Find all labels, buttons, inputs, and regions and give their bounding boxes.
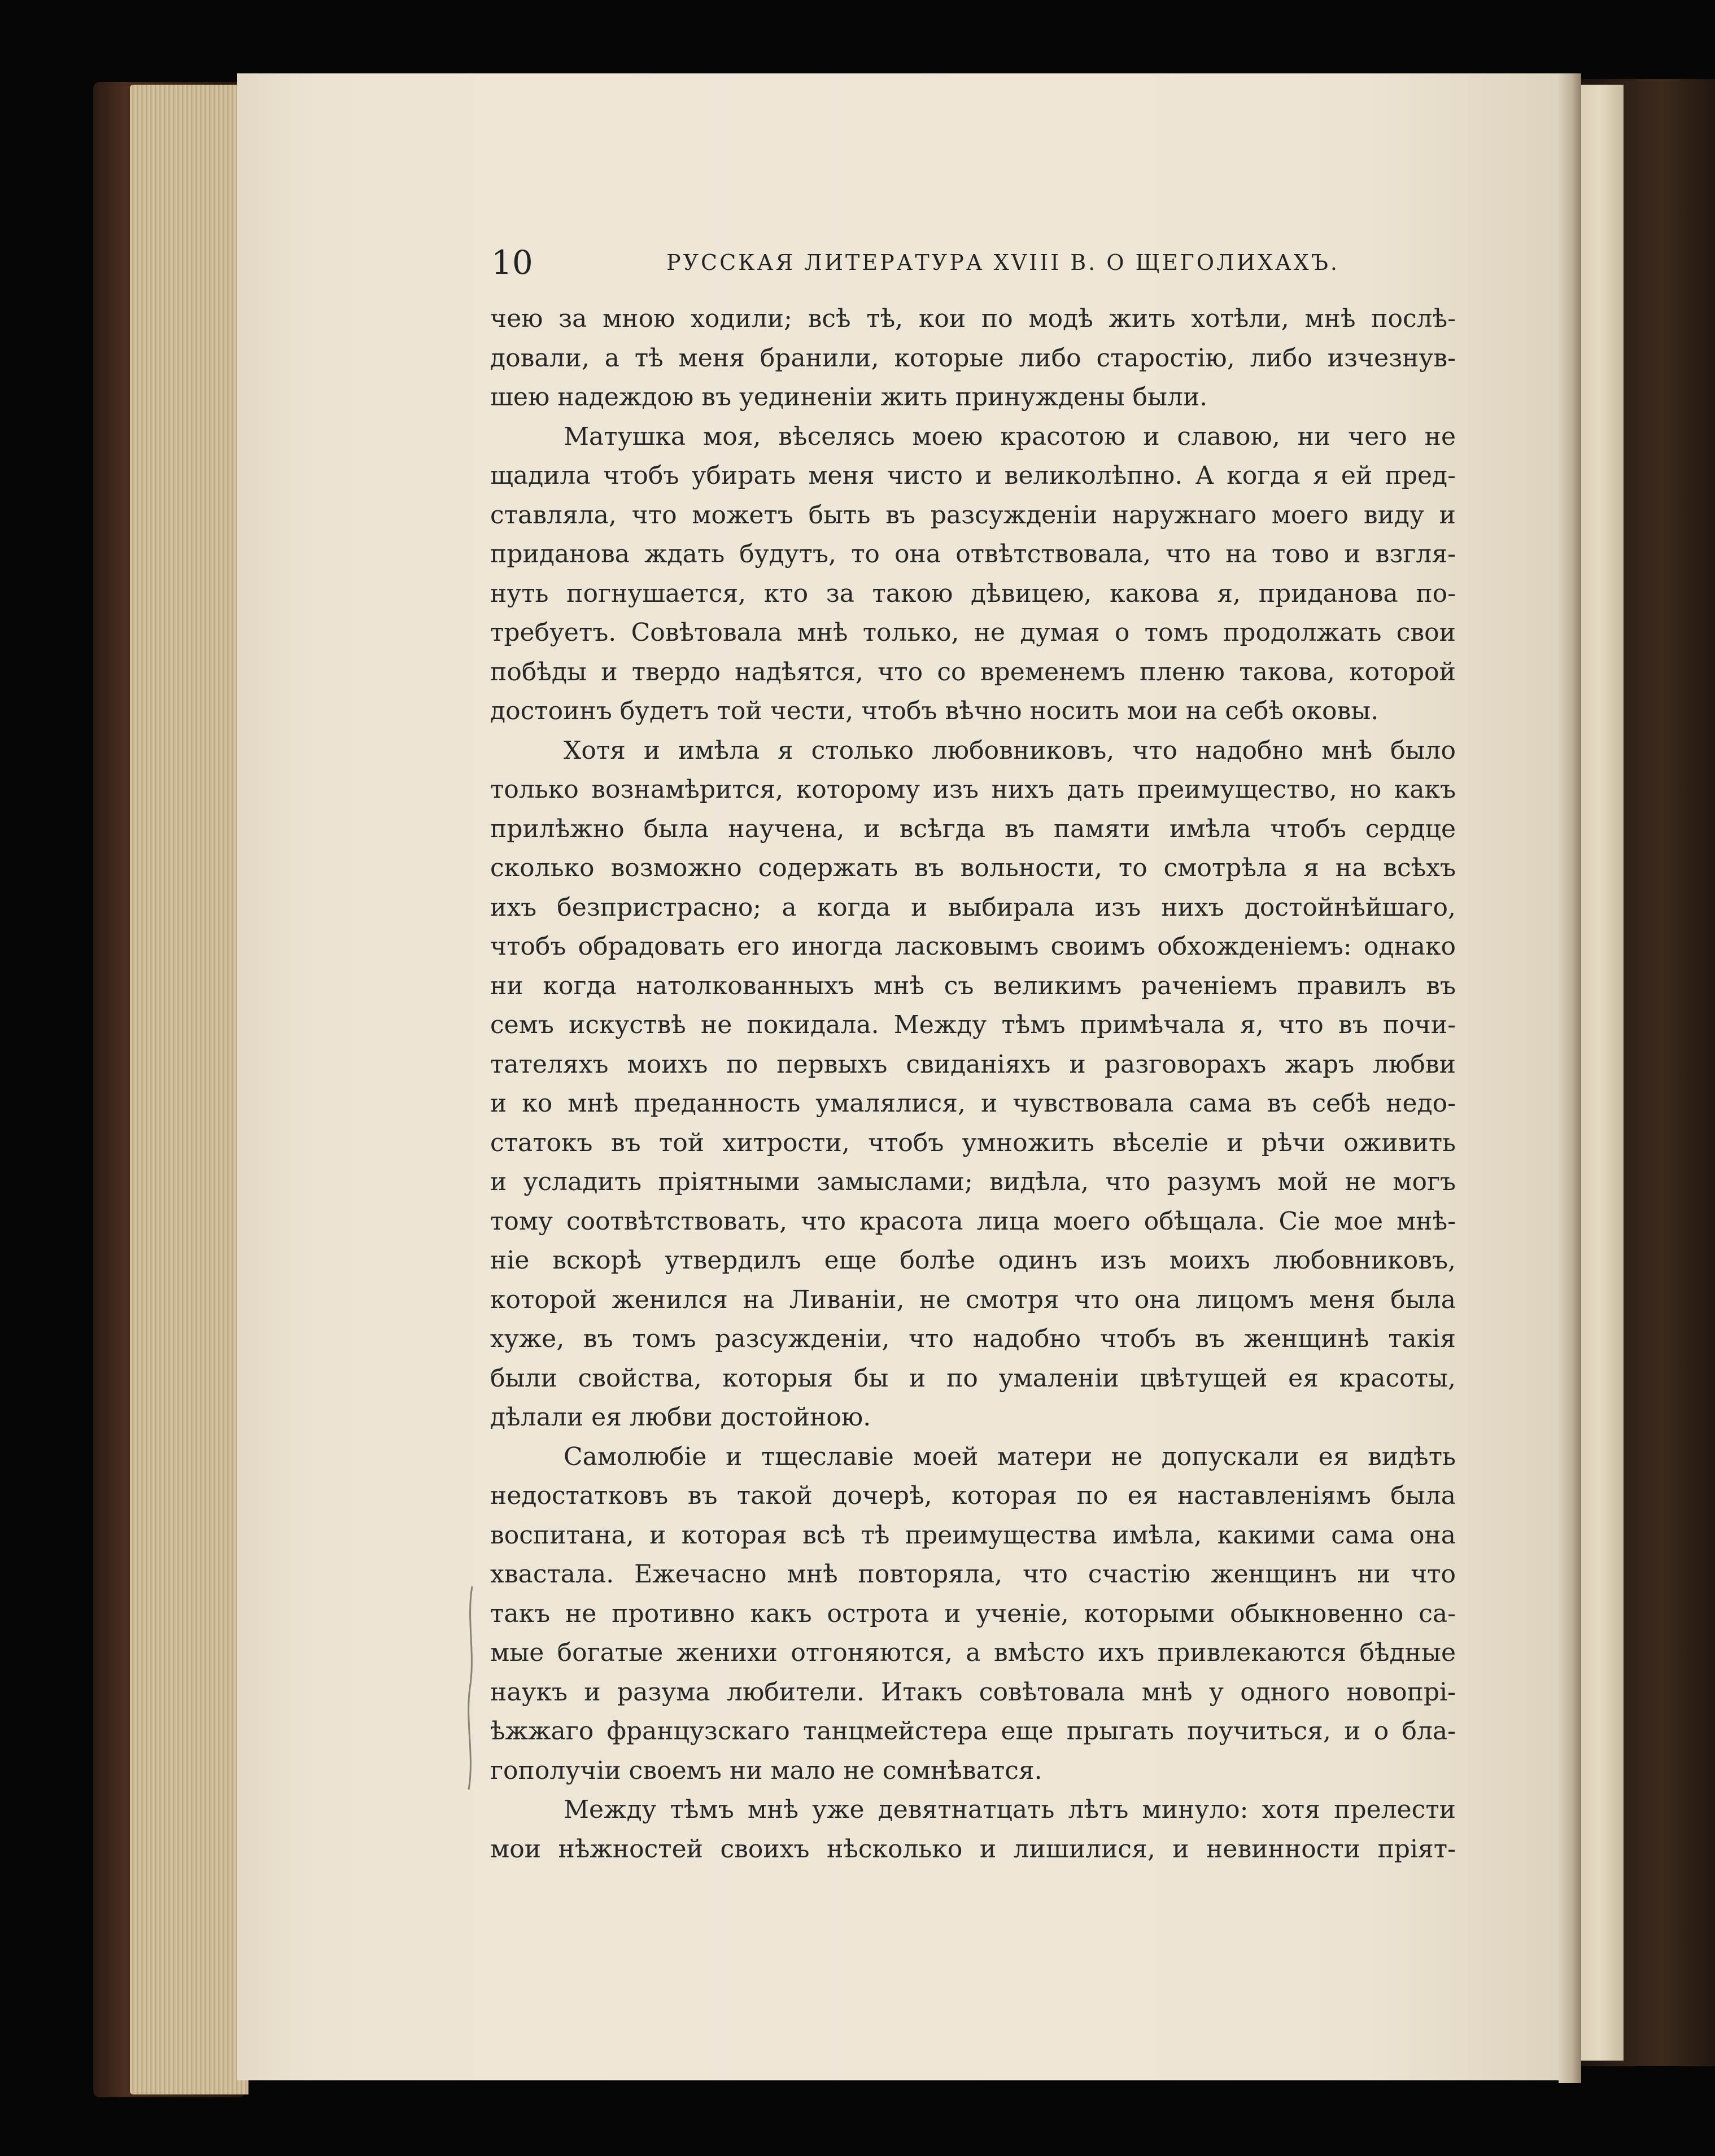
text-line: наукъ и разума любители. Итакъ совѣтовала мнѣ у одного новопрі- — [490, 1677, 1456, 1707]
text-line: воспитана, и которая всѣ тѣ преимущества имѣла, какими сама она — [490, 1520, 1456, 1550]
text-line: такъ не противно какъ острота и ученіе, которыми обыкновенно са- — [490, 1599, 1456, 1628]
running-title: РУССКАЯ ЛИТЕРАТУРА XVIII В. О ЩЕГОЛИХАХЪ. — [666, 250, 1339, 275]
text-line: нуть погнушается, кто за такою дѣвицею, какова я, приданова по- — [490, 579, 1456, 608]
text-line: были свойства, которыя бы и по умаленіи цвѣтущей ея красоты, — [490, 1363, 1456, 1393]
book-gutter — [1559, 73, 1581, 2083]
text-line: тателяхъ моихъ по первыхъ свиданіяхъ и разговорахъ жаръ любви — [490, 1049, 1456, 1079]
page-header — [491, 240, 1339, 285]
text-line: шею надеждою въ уединеніи жить принуждены были. — [490, 383, 1208, 412]
text-line: статокъ въ той хитрости, чтобъ умножить вѣселіе и рѣчи оживить — [490, 1128, 1456, 1157]
text-line: ихъ безпристрасно; а когда и выбирала изъ нихъ достойнѣйшаго, — [490, 893, 1456, 922]
text-line: которой женился на Ливаніи, не смотря что она лицомъ меня была — [490, 1285, 1456, 1314]
text-line: гополучіи своемъ ни мало не сомнѣватся. — [490, 1756, 1042, 1785]
text-line: довали, а тѣ меня бранили, которые либо старостію, либо изчезнув- — [490, 343, 1456, 373]
text-line: недостатковъ въ такой дочерѣ, которая по ея наставленіямъ была — [490, 1481, 1456, 1510]
text-line: достоинъ будетъ той чести, чтобъ вѣчно носить мои на себѣ оковы. — [490, 697, 1379, 725]
text-line: требуетъ. Совѣтовала мнѣ только, не думая о томъ продолжать свои — [490, 618, 1456, 647]
page-edges-left — [130, 85, 248, 2094]
text-line: побѣды и твердо надѣятся, что со временемъ пленю такова, которой — [490, 657, 1456, 686]
text-line: и ко мнѣ преданность умалялися, и чувствовала сама въ себѣ недо- — [490, 1089, 1456, 1118]
text-line: только вознамѣрится, которому изъ нихъ дать преимущество, но какъ — [490, 775, 1456, 804]
text-line: хуже, въ томъ разсужденіи, что надобно чтобъ въ женщинѣ такія — [490, 1324, 1456, 1353]
text-line: приданова ждать будутъ, то она отвѣтствовала, что на тово и взгля- — [490, 540, 1456, 568]
page-edge-right — [1576, 85, 1624, 2061]
text-line: семъ искуствѣ не покидала. Между тѣмъ примѣчала я, что въ почи- — [490, 1011, 1456, 1039]
text-line: Матушка моя, вѣселясь моею красотою и славою, ни чего не — [564, 422, 1456, 451]
text-line: ставляла, что можетъ быть въ разсужденіи наружнаго моего виду и — [490, 500, 1456, 530]
text-line: ѣжжаго французскаго танцмейстера еще прыгать поучиться, и о бла- — [490, 1717, 1456, 1746]
text-line: тому соотвѣтствовать, что красота лица моего обѣщала. Сіе мое мнѣ- — [490, 1206, 1456, 1236]
page-number: 10 — [491, 243, 533, 282]
text-line: сколько возможно содержать въ вольности, то смотрѣла я на всѣхъ — [490, 854, 1456, 882]
text-line: дѣлали ея любви достойною. — [490, 1403, 871, 1432]
text-line: ніе вскорѣ утвердилъ еще болѣе одинъ изъ моихъ любовниковъ, — [490, 1246, 1456, 1275]
text-line: Хотя и имѣла я столько любовниковъ, что надобно мнѣ было — [564, 736, 1456, 765]
text-line: щадила чтобъ убирать меня чисто и великолѣпно. А когда я ей пред- — [490, 461, 1456, 490]
text-line: мые богатые женихи отгоняются, а вмѣсто ихъ привлекаются бѣдные — [490, 1638, 1456, 1667]
text-line: Самолюбіе и тщеславіе моей матери не допускали ея видѣть — [564, 1442, 1456, 1471]
text-line: чею за мною ходили; всѣ тѣ, кои по модѣ жить хотѣли, мнѣ послѣ- — [490, 304, 1456, 333]
pencil-margin-mark — [464, 1586, 478, 1790]
text-line: Между тѣмъ мнѣ уже девятнатцать лѣтъ минуло: хотя прелести — [564, 1795, 1456, 1824]
text-line: прилѣжно была научена, и всѣгда въ памяти имѣла чтобъ сердце — [490, 814, 1456, 843]
text-line: ни когда натолкованныхъ мнѣ съ великимъ раченіемъ правилъ въ — [490, 971, 1456, 1000]
body-text — [490, 299, 1456, 1869]
text-line: хвастала. Ежечасно мнѣ повторяла, что счастію женщинъ ни что — [490, 1560, 1456, 1589]
text-line: и усладить пріятными замыслами; видѣла, что разумъ мой не могъ — [490, 1167, 1456, 1196]
text-line: мои нѣжностей своихъ нѣсколько и лишилися, и невинности пріят- — [490, 1834, 1456, 1864]
text-line: чтобъ обрадовать его иногда ласковымъ своимъ обхожденіемъ: однако — [490, 932, 1456, 961]
